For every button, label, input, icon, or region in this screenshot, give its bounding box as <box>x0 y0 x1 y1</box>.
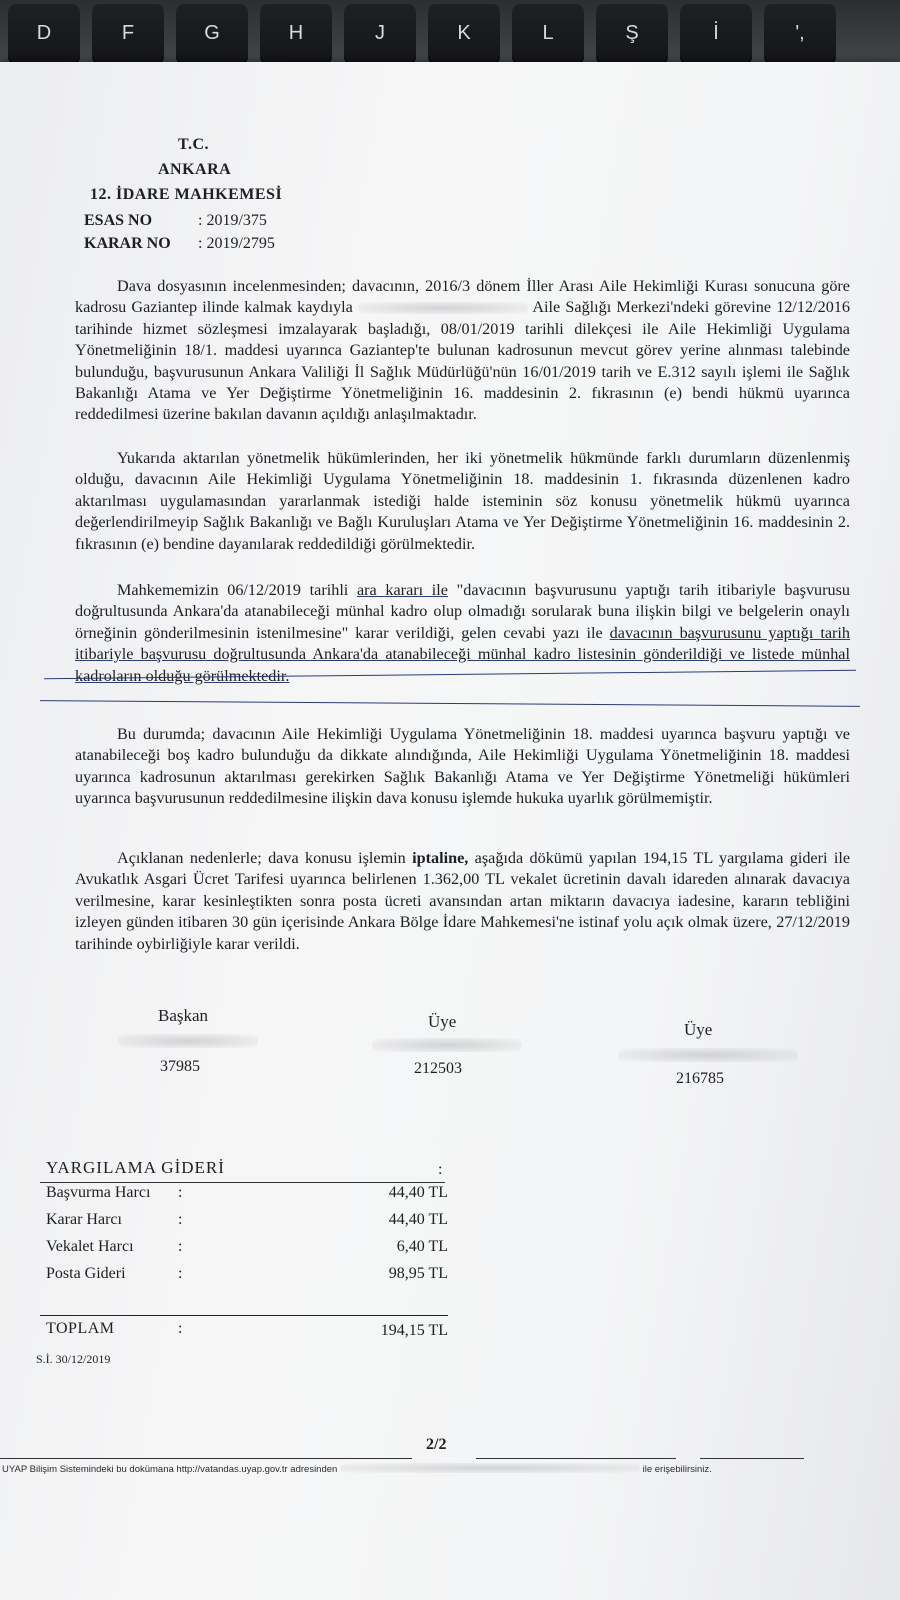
costs-title: YARGILAMA GİDERİ <box>46 1158 225 1177</box>
court-document <box>0 62 900 1600</box>
redacted-signature-1 <box>118 1034 258 1048</box>
cost-colon-karar: : <box>178 1211 183 1228</box>
key-comma: ', <box>764 4 836 62</box>
key-k: K <box>428 4 500 62</box>
footer-note-part-b: ile erişebilirsiniz. <box>642 1464 712 1475</box>
signature-title-president: Başkan <box>158 1006 209 1025</box>
paragraph-4: Bu durumda; davacının Aile Hekimliği Uygulama Yönetmeliğinin 18. maddesi uyarınca başvuru yaptığı ve atanabileceği boş kadro bulunduğu da dikkate alındığında, Aile Hekimliği Uygulama Yönetmeliğinin 18. maddesi uyarınca kadrosunun aktarılması gerekirken Sağlık Bakanlığı Atama ve Yer Değiştirme Yönetmeliği hükümleri uyarınca başvurusunun reddedilmesine ilişkin dava konusu işlemde hukuka uyarlık görülmemiştir. <box>75 725 850 808</box>
signature-title-member-1: Üye <box>428 1012 457 1031</box>
key-j: J <box>344 4 416 62</box>
paragraph-3-part-a: Mahkememizin 06/12/2019 tarihli <box>117 581 349 599</box>
paragraph-5-part-c: aşağıda dökümü yapılan 194,15 TL yargılama gideri ile Avukatlık Asgari Ücret Tarifesi uyarınca belirlenen 1.362,00 TL vekalet ücretinin davalı idareden alınarak davacıya verilmesine, karar kesinleştikten sonra posta ücreti avansından artan miktarın davacıya iadesine, kararın tebliğini izleyen günden itibaren 30 gün içerisinde Ankara Bölge İdare Mahkemesi'ne istinaf yolu açık olmak üzere, 27/12/2019 tarihinde oybirliğiyle karar verildi. <box>75 849 851 953</box>
header-city: ANKARA <box>158 161 232 178</box>
redacted-access-code <box>340 1463 640 1473</box>
paragraph-1-part-b: Aile Sağlığı Merkezi'ndeki görevine 12/12/2016 tarihinde hizmet sözleşmesi imzalayarak başladığı, 08/01/2019 tarihli dilekçesi ile Aile Hekimliği Uygulama Yönetmeliğinin 18/1. maddesi uyarınca Gaziantep'te bulunan kadrosunun mevcut görev yerine alınması talebinde bulunduğu, başvurusunun Ankara Valiliği İl Sağlık Müdürlüğü'nün 16/01/2019 tarih ve E.312 sayılı işlemi ile Sağlık Bakanlığı Atama ve Yer Değiştirme Yönetmeliğinin 16. maddesinin 2. fıkrasının (e) bendi hükmü uyarınca reddedilmesi üzerine bakılan davanın açıldığı anlaşılmaktadır. <box>75 298 850 424</box>
costs-title-underline <box>40 1182 445 1183</box>
redacted-signature-3 <box>618 1048 798 1062</box>
footer-line-right <box>700 1458 804 1459</box>
footer-note <box>2 1462 900 1475</box>
paragraph-3-underlined-interim: ara kararı ile <box>356 581 448 599</box>
cost-colon-posta: : <box>178 1265 183 1282</box>
paragraph-5-bold-iptal: iptaline, <box>412 849 469 867</box>
cost-colon-basvurma: : <box>178 1184 183 1201</box>
costs-title-colon: : <box>438 1161 443 1178</box>
paragraph-3-part-c: "davacının başvurusunu yaptığı tarih itibariyle başvurusu doğrultusunda Ankara'da atanabileceği münhal kadro olup olmadığı sorularak buna ilişkin bilgi ve belgelerin onaylı örneğinin gönderilmesinin istenilmesine" karar verildiği, gelen cevabi yazı ile <box>75 581 851 642</box>
esas-value: : 2019/375 <box>198 212 267 229</box>
signature-number-member-1: 212503 <box>414 1060 462 1077</box>
header-country: T.C. <box>178 136 210 153</box>
page-number: 2/2 <box>426 1436 447 1453</box>
redacted-signature-2 <box>372 1038 522 1052</box>
paragraph-3-underlined-finding: davacının başvurusunu yaptığı tarih itibariyle başvurusu doğrultusunda Ankara'da atanabileceği münhal kadro listesinin gönderildiği ve listede münhal kadroların olduğu görülmektedir. <box>75 623 850 685</box>
paragraph-5 <box>75 848 850 955</box>
redacted-name <box>358 302 528 314</box>
header-court: 12. İDARE MAHKEMESİ <box>90 186 283 203</box>
key-f: F <box>92 4 164 62</box>
footer-line-middle <box>476 1458 676 1459</box>
key-g: G <box>176 4 248 62</box>
key-h: H <box>260 4 332 62</box>
paragraph-5-part-a: Açıklanan nedenlerle; dava konusu işlemin <box>117 849 406 867</box>
cost-value-vekalet: 6,40 TL <box>396 1238 448 1255</box>
paragraph-2: Yukarıda aktarılan yönetmelik hükümlerinden, her iki yönetmelik hükmünde farklı durumların düzenlenmiş olduğu, davacının Aile Hekimliği Uygulama Yönetmeliğinin 18. maddesinin 1. fıkrasında düzenlenen kadro aktarılması uygulamasından yararlanmak istediği halde isteminin söz konusu yönetmelik hükmü uyarınca değerlendirilmeyip Sağlık Bakanlığı ve Bağlı Kuruluşları Atama ve Yer Değiştirme Yönetmeliğinin 16. maddesinin 2. fıkrasının (e) bendine dayanılarak reddedildiği görülmektedir. <box>75 449 850 553</box>
cost-label-karar: Karar Harcı <box>46 1211 122 1228</box>
cost-label-basvurma: Başvurma Harcı <box>46 1184 151 1201</box>
cost-value-karar: 44,40 TL <box>388 1211 448 1228</box>
esas-label: ESAS NO <box>84 212 153 229</box>
signature-number-member-2: 216785 <box>676 1070 724 1087</box>
total-colon: : <box>178 1320 183 1337</box>
paragraph-1-part-a: Dava dosyasının incelenmesinden; davacının, 2016/3 dönem İller Arası Aile Hekimliği Kurası sonucuna göre kadrosu Gaziantep ilinde kalmak kaydıyla <box>75 277 850 317</box>
karar-label: KARAR NO <box>84 235 171 252</box>
karar-value: : 2019/2795 <box>198 235 275 252</box>
si-date: S.İ. 30/12/2019 <box>36 1352 111 1366</box>
signature-title-member-2: Üye <box>684 1020 713 1039</box>
cost-value-posta: 98,95 TL <box>388 1265 448 1282</box>
footer-note-part-a: UYAP Bilişim Sistemindeki bu dokümana http://vatandas.uyap.gov.tr adresinden <box>2 1464 338 1475</box>
key-i-dotted: İ <box>680 4 752 62</box>
footer-line-left <box>0 1458 412 1459</box>
cost-colon-vekalet: : <box>178 1238 183 1255</box>
cost-label-posta: Posta Gideri <box>46 1265 126 1282</box>
key-l: L <box>512 4 584 62</box>
pen-underline-2 <box>40 700 860 707</box>
signature-number-president: 37985 <box>160 1058 200 1075</box>
cost-value-basvurma: 44,40 TL <box>388 1184 448 1201</box>
total-value: 194,15 TL <box>380 1322 448 1339</box>
key-s-cedilla: Ş <box>596 4 668 62</box>
total-divider <box>40 1315 448 1316</box>
total-label: TOPLAM <box>46 1320 115 1337</box>
paragraph-1 <box>75 276 850 426</box>
cost-label-vekalet: Vekalet Harcı <box>46 1238 134 1255</box>
key-d: D <box>8 4 80 62</box>
